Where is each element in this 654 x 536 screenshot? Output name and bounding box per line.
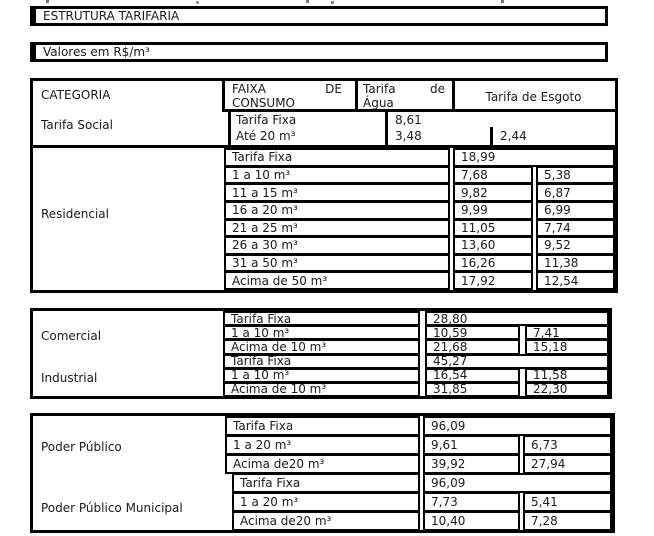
faixa-cell: 26 a 30 m³ xyxy=(224,236,450,255)
agua-value-cell: 11,05 xyxy=(453,219,533,238)
faixa-cell: Tarifa Fixa xyxy=(225,416,420,436)
faixa-cell: Tarifa Fixa xyxy=(232,473,420,493)
faixa-cell: Acima de 10 m³ xyxy=(223,382,420,397)
table-row xyxy=(33,435,612,454)
table-row xyxy=(33,325,609,339)
table-row xyxy=(33,166,615,184)
column-header-agua-line1 xyxy=(363,82,445,96)
faixa-cell: Tarifa Fixa xyxy=(236,113,297,127)
agua-value-cell: 21,68 xyxy=(425,339,520,354)
poder-publico-rows xyxy=(33,416,612,530)
category-label-residencial: Residencial xyxy=(41,207,109,221)
clipped-text-artifact xyxy=(46,0,49,3)
agua-value-cell: 10,40 xyxy=(423,511,520,531)
esgoto-value-cell: 5,38 xyxy=(536,166,615,185)
table-row xyxy=(33,416,612,435)
table-row xyxy=(33,201,615,219)
agua-value-cell: 9,61 xyxy=(423,435,520,455)
esgoto-value-cell: 11,38 xyxy=(536,254,615,273)
agua-value-cell: 28,80 xyxy=(425,311,609,326)
agua-value-cell: 16,54 xyxy=(425,368,520,383)
faixa-cell: 16 a 20 m³ xyxy=(224,201,450,220)
esgoto-value-cell: 7,41 xyxy=(525,325,609,340)
agua-value-cell: 96,09 xyxy=(423,473,612,493)
agua-value-cell: 7,73 xyxy=(423,492,520,512)
category-label-industrial: Industrial xyxy=(41,371,98,385)
faixa-cell: 1 a 20 m³ xyxy=(225,435,420,455)
subtitle-bar xyxy=(30,42,608,62)
esgoto-value-cell: 6,99 xyxy=(536,201,615,220)
agua-value-cell: 13,60 xyxy=(453,236,533,255)
column-header-esgoto: Tarifa de Esgoto xyxy=(485,89,582,104)
faixa-cell: Acima de 10 m³ xyxy=(223,339,420,354)
agua-value-cell: 45,27 xyxy=(425,354,609,369)
table-row xyxy=(33,473,612,492)
faixa-cell: 31 a 50 m³ xyxy=(224,254,450,273)
faixa-cell: Tarifa Fixa xyxy=(223,311,420,326)
title-bar xyxy=(30,6,608,26)
esgoto-value: 2,44 xyxy=(500,129,527,143)
agua-value-cell: 10,59 xyxy=(425,325,520,340)
agua-value-cell: 31,85 xyxy=(425,382,520,397)
faixa-cell: 21 a 25 m³ xyxy=(224,219,450,238)
faixa-cell: Acima de20 m³ xyxy=(232,511,420,531)
esgoto-value-cell: 6,87 xyxy=(536,183,615,202)
agua-word: de xyxy=(430,82,445,96)
cell-divider xyxy=(385,112,388,145)
agua-value-cell: 39,92 xyxy=(423,454,520,474)
agua-value-cell: 9,99 xyxy=(453,201,533,220)
table-row xyxy=(33,454,612,473)
table-row xyxy=(33,354,609,368)
table-row xyxy=(33,511,612,530)
esgoto-value-cell: 11,58 xyxy=(525,368,609,383)
esgoto-value-cell: 15,18 xyxy=(525,339,609,354)
table-row xyxy=(33,311,609,325)
esgoto-value-cell: 12,54 xyxy=(536,271,615,290)
faixa-cell: Tarifa Fixa xyxy=(223,354,420,369)
page-title: ESTRUTURA TARIFARIA xyxy=(43,9,180,23)
table-row xyxy=(33,271,615,289)
faixa-cell: Acima de20 m³ xyxy=(225,454,420,474)
category-label-poder-publico-municipal: Poder Público Municipal xyxy=(41,501,183,515)
table-row xyxy=(33,254,615,272)
table-row xyxy=(33,382,609,396)
column-header-faixa-line1 xyxy=(232,82,342,96)
category-label-tarifa-social: Tarifa Social xyxy=(41,118,113,132)
cell-divider xyxy=(490,127,493,145)
esgoto-value-cell: 6,73 xyxy=(523,435,612,455)
cell-divider xyxy=(228,112,231,145)
faixa-cell: 11 a 15 m³ xyxy=(224,183,450,202)
faixa-word: FAIXA xyxy=(232,82,266,96)
table-row xyxy=(33,492,612,511)
column-header-faixa-line2: CONSUMO xyxy=(232,96,295,110)
faixa-cell: Acima de 50 m³ xyxy=(224,271,450,290)
faixa-cell: Até 20 m³ xyxy=(236,129,296,143)
faixa-cell: 1 a 10 m³ xyxy=(223,368,420,383)
table-row xyxy=(33,368,609,382)
main-tariff-table xyxy=(30,78,618,293)
agua-value-cell: 9,82 xyxy=(453,183,533,202)
esgoto-value-cell: 9,52 xyxy=(536,236,615,255)
residencial-rows xyxy=(33,148,615,289)
comercial-industrial-rows xyxy=(33,311,609,396)
header-divider xyxy=(222,81,225,112)
faixa-cell: 1 a 20 m³ xyxy=(232,492,420,512)
agua-value: 8,61 xyxy=(395,113,422,127)
agua-value-cell: 96,09 xyxy=(423,416,612,436)
table-row xyxy=(33,219,615,237)
poder-publico-table xyxy=(30,413,615,533)
esgoto-value-cell: 7,74 xyxy=(536,219,615,238)
comercial-industrial-table xyxy=(30,308,612,399)
table-row xyxy=(33,148,615,166)
agua-value-cell: 18,99 xyxy=(453,148,615,167)
esgoto-value-cell: 27,94 xyxy=(523,454,612,474)
column-header-agua-line2: Água xyxy=(363,96,394,110)
category-label-poder-publico: Poder Público xyxy=(41,440,122,454)
esgoto-value-cell: 22,30 xyxy=(525,382,609,397)
faixa-cell: 1 a 10 m³ xyxy=(223,325,420,340)
units-label: Valores em R$/m³ xyxy=(43,45,150,59)
esgoto-value-cell: 7,28 xyxy=(523,511,612,531)
agua-value: 3,48 xyxy=(395,129,422,143)
column-header-categoria: CATEGORIA xyxy=(41,88,111,102)
agua-value-cell: 17,92 xyxy=(453,271,533,290)
faixa-cell: Tarifa Fixa xyxy=(224,148,450,167)
category-label-comercial: Comercial xyxy=(41,329,102,343)
esgoto-value-cell: 5,41 xyxy=(523,492,612,512)
table-row xyxy=(33,236,615,254)
agua-value-cell: 7,68 xyxy=(453,166,533,185)
header-divider xyxy=(355,81,358,112)
agua-word: Tarifa xyxy=(363,82,396,96)
agua-value-cell: 16,26 xyxy=(453,254,533,273)
table-row xyxy=(33,339,609,353)
faixa-cell: 1 a 10 m³ xyxy=(224,166,450,185)
faixa-word: DE xyxy=(325,82,342,96)
table-row xyxy=(33,183,615,201)
